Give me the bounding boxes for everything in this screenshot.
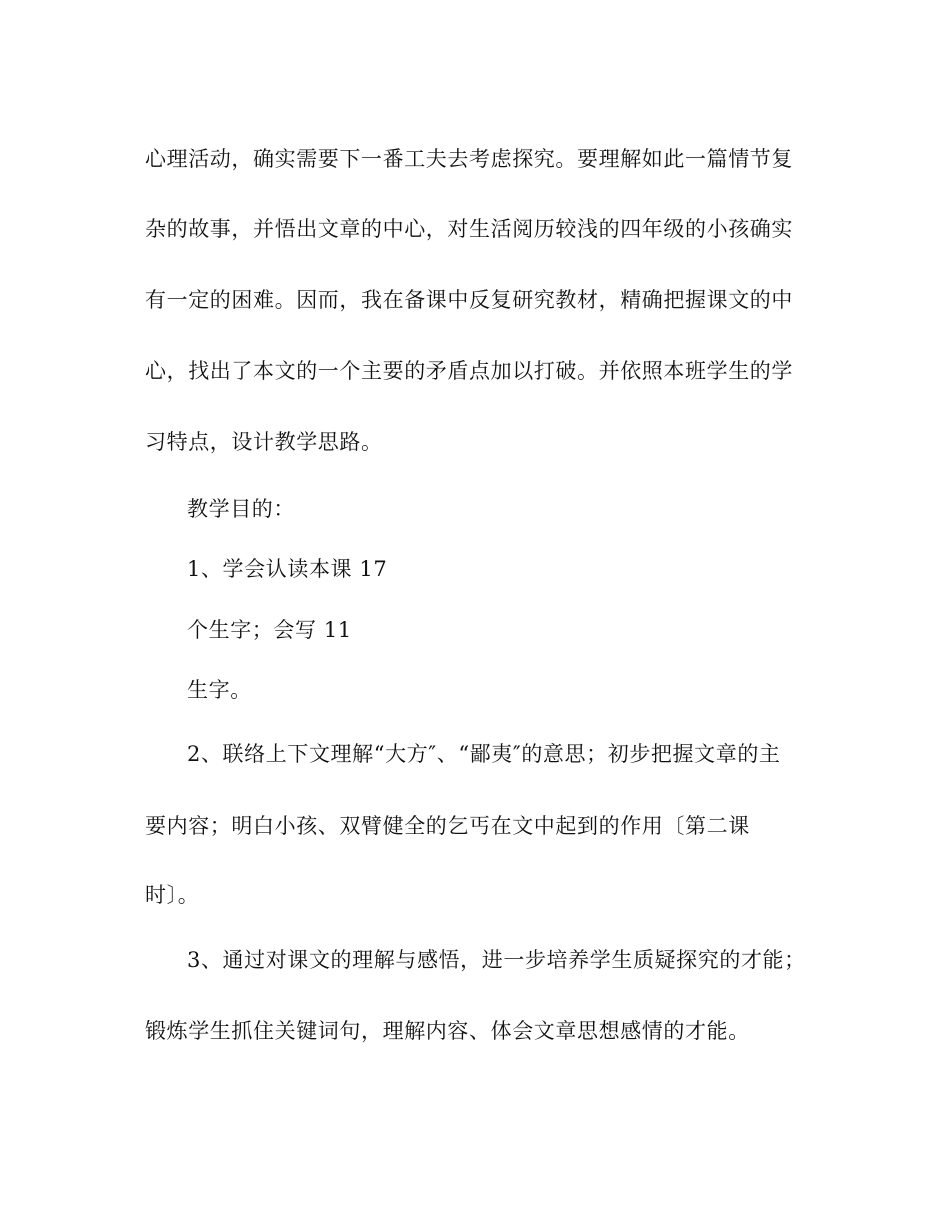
text-line: 有一定的困难。因而，我在备课中反复研究教材，精确把握课文的中 xyxy=(145,288,793,312)
text-line: 习特点，设计教学思路。 xyxy=(145,430,383,454)
goal-item-2-line-1: 2、联络上下文理解“大方″、“鄙夷″的意思；初步把握文章的主 xyxy=(187,742,781,766)
goal-item-1-line-1: 1、学会认读本课 17 xyxy=(187,557,388,581)
text-line: 心，找出了本文的一个主要的矛盾点加以打破。并依照本班学生的学 xyxy=(145,359,793,383)
goal-item-2-line-3: 时〕。 xyxy=(145,883,200,907)
goal-item-1-line-3: 生字。 xyxy=(187,678,252,702)
goal-item-1-line-2: 个生字；会写 11 xyxy=(187,618,352,642)
goal-item-3-line-2: 锻炼学生抓住关键词句，理解内容、体会文章思想感情的才能。 xyxy=(145,1019,750,1043)
section-heading-teaching-goals: 教学目的： xyxy=(187,497,295,521)
goal-item-3-line-1: 3、通过对课文的理解与感悟，进一步培养学生质疑探究的才能； xyxy=(187,948,806,972)
text-line: 心理活动，确实需要下一番工夫去考虑探究。要理解如此一篇情节复 xyxy=(145,147,793,171)
goal-item-2-line-2: 要内容；明白小孩、双臂健全的乞丐在文中起到的作用〔第二课 xyxy=(145,814,750,838)
text-line: 杂的故事，并悟出文章的中心，对生活阅历较浅的四年级的小孩确实 xyxy=(145,217,793,241)
